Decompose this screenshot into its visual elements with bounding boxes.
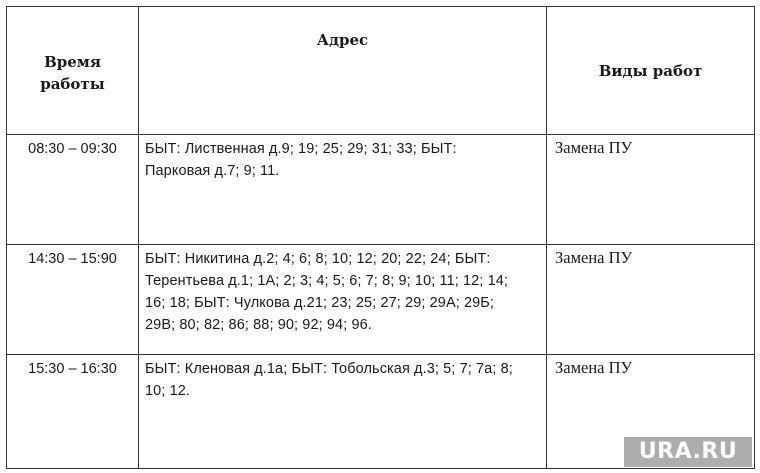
address-line: 10; 12. [145,383,191,399]
header-address [139,7,547,135]
time-cell: 15:30 – 16:30 [7,355,139,469]
header-address-label: Адрес [316,31,369,49]
address-cell [139,135,547,245]
address-line: БЫТ: Лиственная д.9; 19; 25; 29; 31; 33; БЫТ: [145,141,457,157]
work-type-cell: Замена ПУ [547,135,755,245]
table-row [7,135,755,245]
address-line: Терентьева д.1; 1А; 2; 3; 4; 5; 6; 7; 8; 9; 10; 11; 12; 14; [145,273,509,289]
header-time-line2: работы [40,74,105,93]
ura-ru-watermark: URA.RU [624,437,752,467]
header-time [7,7,139,135]
address-line: БЫТ: Кленовая д.1а; БЫТ: Тобольская д.3; 5; 7; 7а; 8; [145,361,513,377]
address-line: БЫТ: Никитина д.2; 4; 6; 8; 10; 12; 20; 22; 24; БЫТ: [145,251,491,267]
address-cell [139,355,547,469]
work-schedule-table [6,6,755,469]
work-type-cell: Замена ПУ [547,355,755,469]
address-line: Парковая д.7; 9; 11. [145,163,280,179]
table-row [7,245,755,355]
header-time-line1: Время [44,52,101,71]
address-line: 16; 18; БЫТ: Чулкова д.21; 23; 25; 27; 29; 29А; 29Б; [145,295,495,311]
address-cell [139,245,547,355]
address-line: 29В; 80; 82; 86; 88; 90; 92; 94; 96. [145,317,372,333]
time-cell: 08:30 – 09:30 [7,135,139,245]
header-work-type: Виды работ [547,7,755,135]
table-header-row [7,7,755,135]
work-type-cell: Замена ПУ [547,245,755,355]
time-cell: 14:30 – 15:90 [7,245,139,355]
